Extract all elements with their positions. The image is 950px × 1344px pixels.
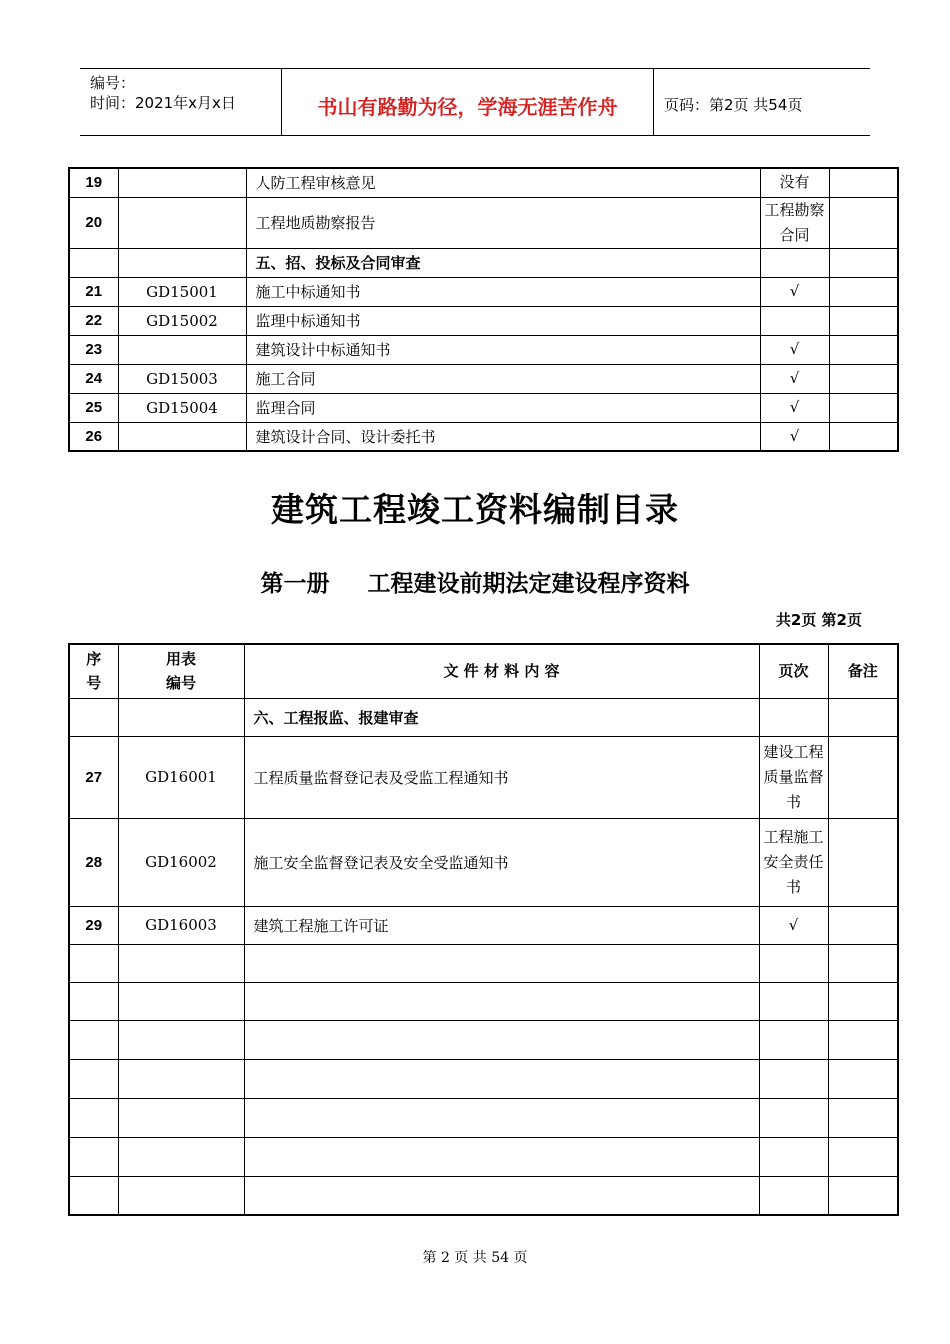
page-ref: [759, 982, 828, 1020]
page-footer: 第 2 页 共 54 页: [422, 1250, 528, 1266]
row-note: [828, 1098, 898, 1137]
row-number: 21: [69, 277, 118, 306]
page-ref: [760, 248, 829, 277]
row-content: 六、工程报监、报建审查: [244, 698, 759, 736]
row-number: 25: [69, 393, 118, 422]
header-page-info: 页码：第2页 共54页: [664, 95, 803, 114]
row-note: [829, 422, 898, 451]
form-code: [118, 168, 246, 197]
col-header-note: 备注: [828, 644, 898, 698]
page-ref: √: [759, 906, 828, 944]
row-number: [69, 1059, 118, 1098]
row-note: [828, 1137, 898, 1176]
col-header-content: 文 件 材 料 内 容: [244, 644, 759, 698]
page-ref: [759, 698, 828, 736]
form-code: [118, 1176, 244, 1215]
row-note: [829, 364, 898, 393]
table-row: [69, 1176, 898, 1215]
row-number: [69, 944, 118, 982]
row-content: 工程地质勘察报告: [246, 197, 760, 248]
page-ref: 工程勘察合同: [760, 197, 829, 248]
form-code: [118, 944, 244, 982]
row-note: [828, 1059, 898, 1098]
form-code: [118, 1059, 244, 1098]
table-row: [69, 944, 898, 982]
form-code: GD15002: [118, 306, 246, 335]
form-code: [118, 1020, 244, 1059]
volume-label: 第一册: [260, 571, 330, 597]
table-row: [69, 982, 898, 1020]
form-code: [118, 197, 246, 248]
page-ref: √: [760, 393, 829, 422]
row-content: 建筑设计合同、设计委托书: [246, 422, 760, 451]
table-row: [69, 1098, 898, 1137]
row-note: [828, 818, 898, 906]
top-table: [68, 167, 899, 452]
page-ref: √: [760, 335, 829, 364]
table-row: [69, 736, 898, 818]
row-number: [69, 1020, 118, 1059]
row-content: [244, 944, 759, 982]
form-code: GD15004: [118, 393, 246, 422]
col-header-code: 用表 编号: [118, 644, 244, 698]
row-note: [829, 393, 898, 422]
row-content: 人防工程审核意见: [246, 168, 760, 197]
document-title: 建筑工程竣工资料编制目录: [271, 490, 679, 529]
row-number: 29: [69, 906, 118, 944]
page-ref: [759, 1020, 828, 1059]
row-content: 建筑设计中标通知书: [246, 335, 760, 364]
form-code: [118, 698, 244, 736]
table-row: [69, 306, 898, 335]
row-number: 28: [69, 818, 118, 906]
row-content: 施工安全监督登记表及安全受监通知书: [244, 818, 759, 906]
row-note: [829, 335, 898, 364]
table-row: [69, 197, 898, 248]
row-note: [829, 248, 898, 277]
form-code: [118, 982, 244, 1020]
page-header: [80, 68, 870, 136]
form-code: [118, 1098, 244, 1137]
row-number: 26: [69, 422, 118, 451]
row-number: [69, 1176, 118, 1215]
row-number: 27: [69, 736, 118, 818]
row-content: 施工中标通知书: [246, 277, 760, 306]
form-code: [118, 248, 246, 277]
row-content: 施工合同: [246, 364, 760, 393]
table-row: [69, 364, 898, 393]
row-content: [244, 1176, 759, 1215]
row-content: 建筑工程施工许可证: [244, 906, 759, 944]
row-note: [829, 306, 898, 335]
form-code: GD16003: [118, 906, 244, 944]
table-row: [69, 168, 898, 197]
header-meta: [80, 69, 282, 135]
page-count: 共2页 第2页: [775, 611, 862, 629]
row-note: [828, 906, 898, 944]
row-number: [69, 698, 118, 736]
table-row: [69, 1059, 898, 1098]
form-code: [118, 1137, 244, 1176]
row-note: [828, 1176, 898, 1215]
form-code: [118, 422, 246, 451]
page-ref: [759, 1059, 828, 1098]
page-ref: [759, 1176, 828, 1215]
row-number: 19: [69, 168, 118, 197]
row-note: [829, 168, 898, 197]
page-ref: √: [760, 277, 829, 306]
page-ref: 建设工程质量监督书: [759, 736, 828, 818]
number-label: 编号：: [90, 74, 136, 92]
row-content: 五、招、投标及合同审查: [246, 248, 760, 277]
form-code: GD16001: [118, 736, 244, 818]
form-code: [118, 335, 246, 364]
page-ref: 工程施工安全责任书: [759, 818, 828, 906]
volume-name: 工程建设前期法定建设程序资料: [367, 571, 690, 597]
table-row: [69, 818, 898, 906]
row-content: [244, 1098, 759, 1137]
row-note: [829, 197, 898, 248]
row-content: 监理合同: [246, 393, 760, 422]
main-table: [68, 643, 899, 1216]
row-note: [828, 736, 898, 818]
row-number: 22: [69, 306, 118, 335]
row-number: [69, 248, 118, 277]
col-header-num: 序 号: [69, 644, 118, 698]
row-content: [244, 1020, 759, 1059]
row-number: 24: [69, 364, 118, 393]
row-content: [244, 982, 759, 1020]
form-code: GD16002: [118, 818, 244, 906]
row-note: [828, 982, 898, 1020]
table-row: [69, 1137, 898, 1176]
table-row: [69, 1020, 898, 1059]
row-note: [829, 277, 898, 306]
row-content: 工程质量监督登记表及受监工程通知书: [244, 736, 759, 818]
table-row: [69, 277, 898, 306]
row-number: [69, 1137, 118, 1176]
table-row: [69, 393, 898, 422]
row-content: [244, 1059, 759, 1098]
table-row: [69, 698, 898, 736]
time-label: 时间：2021年x月x日: [90, 94, 236, 112]
page-ref: [759, 1137, 828, 1176]
page-ref: √: [760, 422, 829, 451]
page-ref: [760, 306, 829, 335]
table-row: [69, 248, 898, 277]
row-note: [828, 1020, 898, 1059]
table-row: [69, 335, 898, 364]
row-content: [244, 1137, 759, 1176]
col-header-page: 页次: [759, 644, 828, 698]
page-ref: [759, 944, 828, 982]
row-note: [828, 698, 898, 736]
row-number: 23: [69, 335, 118, 364]
row-number: [69, 982, 118, 1020]
row-number: [69, 1098, 118, 1137]
row-content: 监理中标通知书: [246, 306, 760, 335]
page-ref: 没有: [760, 168, 829, 197]
table-row: [69, 906, 898, 944]
table-row: [69, 422, 898, 451]
header-motto: 书山有路勤为径，学海无涯苦作舟: [282, 69, 654, 135]
row-number: 20: [69, 197, 118, 248]
header-row: [69, 644, 898, 698]
form-code: GD15003: [118, 364, 246, 393]
row-note: [828, 944, 898, 982]
document-subtitle: [0, 565, 950, 598]
page-ref: √: [760, 364, 829, 393]
form-code: GD15001: [118, 277, 246, 306]
page-ref: [759, 1098, 828, 1137]
